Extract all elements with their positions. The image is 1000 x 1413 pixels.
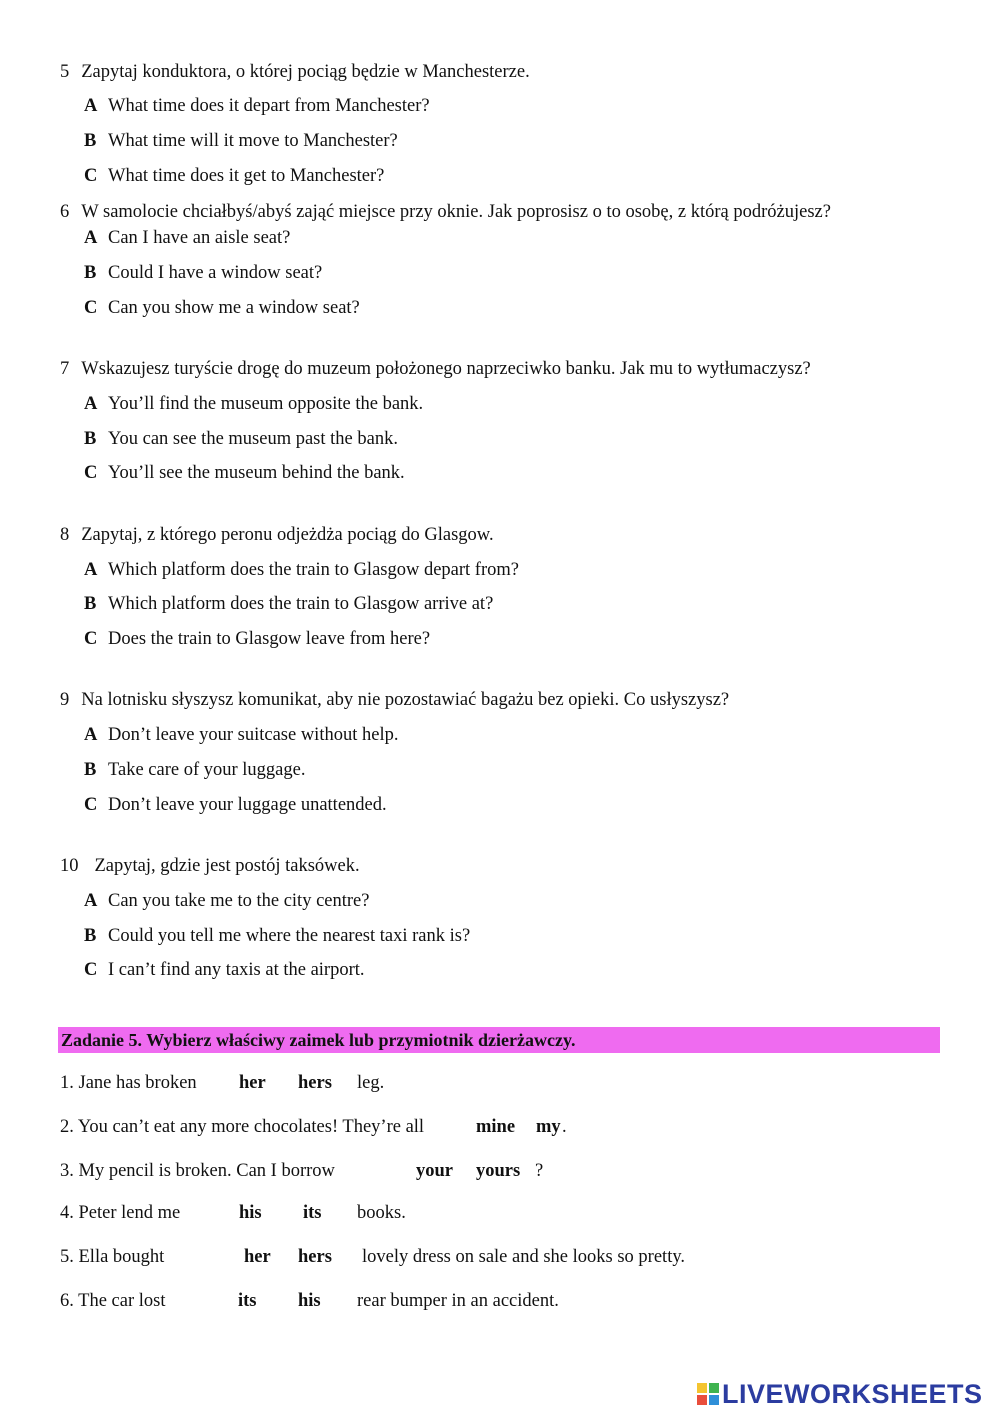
question-9-prompt: 9 Na lotnisku słyszysz komunikat, aby nie pozostawiać bagażu bez opieki. Co usłyszysz? xyxy=(60,690,730,710)
question-6-option-c[interactable]: C Can you show me a window seat? xyxy=(84,298,360,318)
question-10-option-a[interactable]: A Can you take me to the city centre? xyxy=(84,891,370,911)
task5-item-3-after: ? xyxy=(535,1161,544,1181)
task5-item-2-after: . xyxy=(562,1117,567,1137)
task5-item-1-after: leg. xyxy=(357,1073,385,1093)
task5-item-2-choice-my[interactable]: my xyxy=(536,1117,561,1137)
question-7-prompt: 7 Wskazujesz turyście drogę do muzeum położonego naprzeciwko banku. Jak mu to wytłumaczysz? xyxy=(60,359,811,379)
task5-item-4-text: 4. Peter lend me xyxy=(60,1203,181,1223)
question-10-option-c[interactable]: C I can’t find any taxis at the airport. xyxy=(84,960,365,980)
question-7-option-a[interactable]: A You’ll find the museum opposite the bank. xyxy=(84,394,424,414)
question-10-option-b[interactable]: B Could you tell me where the nearest taxi rank is? xyxy=(84,926,471,946)
question-7-option-b[interactable]: B You can see the museum past the bank. xyxy=(84,429,398,449)
question-9-option-a[interactable]: A Don’t leave your suitcase without help. xyxy=(84,725,399,745)
question-9-option-b[interactable]: B Take care of your luggage. xyxy=(84,760,306,780)
question-6-prompt: 6 W samolocie chciałbyś/abyś zająć miejsce przy oknie. Jak poprosisz o to osobę, z którą podróżujesz? xyxy=(60,202,831,222)
task5-item-1-choice-hers[interactable]: hers xyxy=(298,1073,332,1093)
question-5-option-b[interactable]: B What time will it move to Manchester? xyxy=(84,131,398,151)
task5-item-5-choice-hers[interactable]: hers xyxy=(298,1247,332,1267)
task-5-heading-banner xyxy=(58,1027,940,1053)
question-8-option-a[interactable]: A Which platform does the train to Glasgow depart from? xyxy=(84,560,519,580)
liveworksheets-logo xyxy=(697,1381,983,1407)
question-8-option-b[interactable]: B Which platform does the train to Glasgow arrive at? xyxy=(84,594,494,614)
liveworksheets-logo-text: LIVEWORKSHEETS xyxy=(722,1379,983,1409)
task5-item-2-text: 2. You can’t eat any more chocolates! They’re all xyxy=(60,1117,425,1137)
question-5-option-a[interactable]: A What time does it depart from Manchester? xyxy=(84,96,430,116)
question-9-option-c[interactable]: C Don’t leave your luggage unattended. xyxy=(84,795,387,815)
question-5-option-c[interactable]: C What time does it get to Manchester? xyxy=(84,166,385,186)
task5-item-1-text: 1. Jane has broken xyxy=(60,1073,197,1093)
liveworksheets-logo-icon xyxy=(697,1383,719,1405)
task5-item-4-choice-his[interactable]: his xyxy=(239,1203,262,1223)
task5-item-6-after: rear bumper in an accident. xyxy=(357,1291,559,1311)
question-8-option-c[interactable]: C Does the train to Glasgow leave from here? xyxy=(84,629,431,649)
question-5-prompt: 5 Zapytaj konduktora, o której pociąg będzie w Manchesterze. xyxy=(60,62,530,82)
question-6-option-b[interactable]: B Could I have a window seat? xyxy=(84,263,323,283)
task5-item-5-choice-her[interactable]: her xyxy=(244,1247,271,1267)
question-8-prompt: 8 Zapytaj, z którego peronu odjeżdża pociąg do Glasgow. xyxy=(60,525,494,545)
task5-item-4-after: books. xyxy=(357,1203,406,1223)
task5-item-3-choice-yours[interactable]: yours xyxy=(476,1161,521,1181)
task5-item-4-choice-its[interactable]: its xyxy=(303,1203,322,1223)
question-6-option-a[interactable]: A Can I have an aisle seat? xyxy=(84,228,291,248)
task5-item-5-text: 5. Ella bought xyxy=(60,1247,165,1267)
task-5-heading: Zadanie 5. Wybierz właściwy zaimek lub przymiotnik dzierżawczy. xyxy=(61,1030,576,1050)
task5-item-3-text: 3. My pencil is broken. Can I borrow xyxy=(60,1161,335,1181)
question-10-prompt: 10 Zapytaj, gdzie jest postój taksówek. xyxy=(60,856,360,876)
question-7-option-c[interactable]: C You’ll see the museum behind the bank. xyxy=(84,463,405,483)
task5-item-6-choice-his[interactable]: his xyxy=(298,1291,321,1311)
task5-item-6-text: 6. The car lost xyxy=(60,1291,166,1311)
task5-item-3-choice-your[interactable]: your xyxy=(416,1161,453,1181)
task5-item-6-choice-its[interactable]: its xyxy=(238,1291,257,1311)
task5-item-5-after: lovely dress on sale and she looks so pretty. xyxy=(362,1247,686,1267)
task5-item-2-choice-mine[interactable]: mine xyxy=(476,1117,516,1137)
task5-item-1-choice-her[interactable]: her xyxy=(239,1073,266,1093)
